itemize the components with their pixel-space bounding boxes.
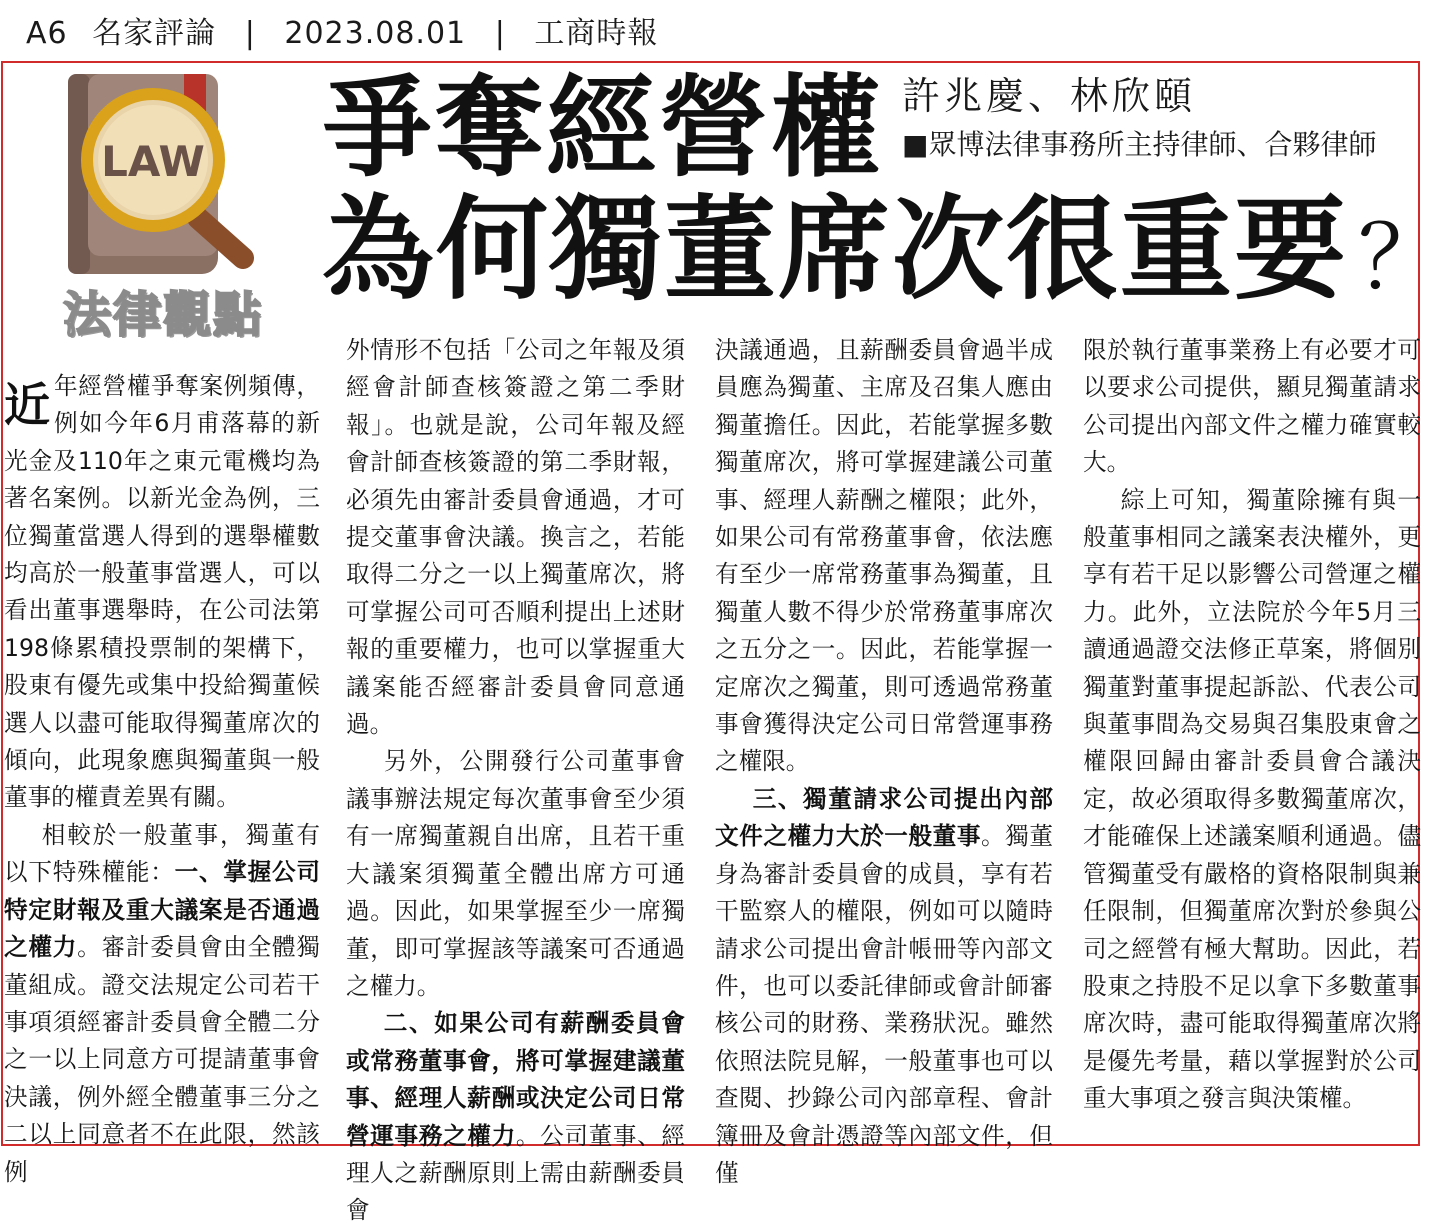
article-column-4	[1083, 332, 1421, 1118]
page-header	[26, 12, 658, 56]
bold-subheading: 一、掌握公司特定財報及重大議案是否通過之權力	[4, 858, 321, 962]
headline-line-2	[322, 185, 1448, 318]
publication-name: 工商時報	[534, 16, 659, 51]
section-name: 名家評論	[92, 16, 217, 51]
byline-authors: 許兆慶、林欣頤	[902, 74, 1197, 118]
publication-date: 2023.08.01	[284, 16, 467, 51]
byline-affiliation: ■眾博法律事務所主持律師、合夥律師	[902, 128, 1377, 161]
headline-line-1: 爭奪經營權	[322, 64, 882, 192]
page-number: A6	[26, 16, 68, 51]
paragraph	[346, 1005, 685, 1229]
paragraph: 決議通過，且薪酬委員會過半成員應為獨董、主席及召集人應由獨董擔任。因此，若能掌握多數獨董席次，將可掌握建議公司董事、經理人薪酬之權限；此外，如果公司有常務董事會，依法應有至少一席常務董事為獨董，且獨董人數不得少於常務董事席次之五分之一。因此，若能掌握一定席次之獨董，則可透過常務董事會獲得決定公司日常營運事務之權限。	[715, 336, 1053, 776]
paragraph-text: 。獨董身為審計委員會的成員，享有若干監察人的權限，例如可以隨時請求公司提出會計帳冊等內部文件，也可以委託律師或會計師審核公司的財務、業務狀況。雖然依照法院見解，一般董事也可以查閱、抄錄公司內部章程、會計簿冊及會計憑證等內部文件，但僅	[715, 822, 1054, 1187]
paragraph: 限於執行董事業務上有必要才可以要求公司提供，顯見獨董請求公司提出內部文件之權力確實較大。	[1083, 336, 1421, 477]
paragraph: 外情形不包括「公司之年報及須經會計師查核簽證之第二季財報」。也就是說，公司年報及經會計師查核簽證的第二季財報，必須先由審計委員會通過，才可提交董事會決議。換言之，若能取得二分之一以上獨董席次，將可掌握公司可否順利提出上述財報的重要權力，也可以掌握重大議案能否經審計委員會同意通過。	[346, 336, 685, 739]
drop-cap: 近	[4, 378, 50, 432]
paragraph-text: 相較於一般董事，獨董有以下特殊權能：	[4, 820, 320, 887]
paragraph	[4, 368, 320, 817]
bold-subheading: 三、獨董請求公司提出內部文件之權力大於一般董事	[715, 784, 1053, 851]
header-separator: |	[494, 16, 506, 51]
article-column-2	[346, 332, 685, 1230]
paragraph: 綜上可知，獨董除擁有與一般董事相同之議案表決權外，更享有若干足以影響公司營運之權力。此外，立法院於今年5月三讀通過證交法修正草案，將個別獨董對董事提起訴訟、代表公司與董事間為交易與召集股東會之權限回歸由審計委員會合議決定，故必須取得多數獨董席次，才能確保上述議案順利通過。儘管獨董受有嚴格的資格限制與兼任限制，但獨董席次對於參與公司之經營有極大幫助。因此，若股東之持股不足以拿下多數董事席次時，盡可能取得獨董席次將是優先考量，藉以掌握對於公司重大事項之發言與決策權。	[1083, 485, 1421, 1113]
headline-question-mark: ？	[1358, 206, 1448, 309]
article-column-1	[4, 368, 320, 1191]
law-book-magnifier-icon	[48, 68, 278, 283]
paragraph: 另外，公開發行公司董事會議事辦法規定每次董事會至少須有一席獨董親自出席，且若干重大議案須獨董全體出席方可通過。因此，如果掌握至少一席獨董，即可掌握該等議案可否通過之權力。	[346, 747, 685, 1000]
header-separator: |	[244, 16, 256, 51]
paragraph-text: 。審計委員會由全體獨董組成。證交法規定公司若干事項須經審計委員會全體二分之一以上同意方可提請董事會決議，例外經全體董事三分之二以上同意者不在此限，然該例	[4, 933, 321, 1186]
headline-line-2-text: 為何獨董席次很重要	[322, 185, 1348, 315]
bold-subheading: 二、如果公司有薪酬委員會或常務董事會，將可掌握建議董事、經理人薪酬或決定公司日常營運事務之權力	[346, 1009, 685, 1150]
law-badge: LAW	[101, 137, 205, 186]
paragraph-text: 。公司董事、經理人之薪酬原則上需由薪酬委員會	[346, 1121, 686, 1225]
paragraph	[4, 817, 320, 1191]
paragraph	[715, 781, 1053, 1192]
column-caption: 法律觀點	[62, 287, 263, 343]
article-column-3	[715, 332, 1053, 1192]
column-logo	[48, 68, 278, 348]
paragraph-text: 年經營權爭奪案例頻傳，例如今年6月甫落幕的新光金及110年之東元電機均為著名案例。以新光金為例，三位獨董當選人得到的選舉權數均高於一般董事當選人，可以看出董事選舉時，在公司法第198條累積投票制的架構下，股東有優先或集中投給獨董候選人以盡可能取得獨董席次的傾向，此現象應與獨董與一般董事的權責差異有關。	[4, 372, 320, 812]
